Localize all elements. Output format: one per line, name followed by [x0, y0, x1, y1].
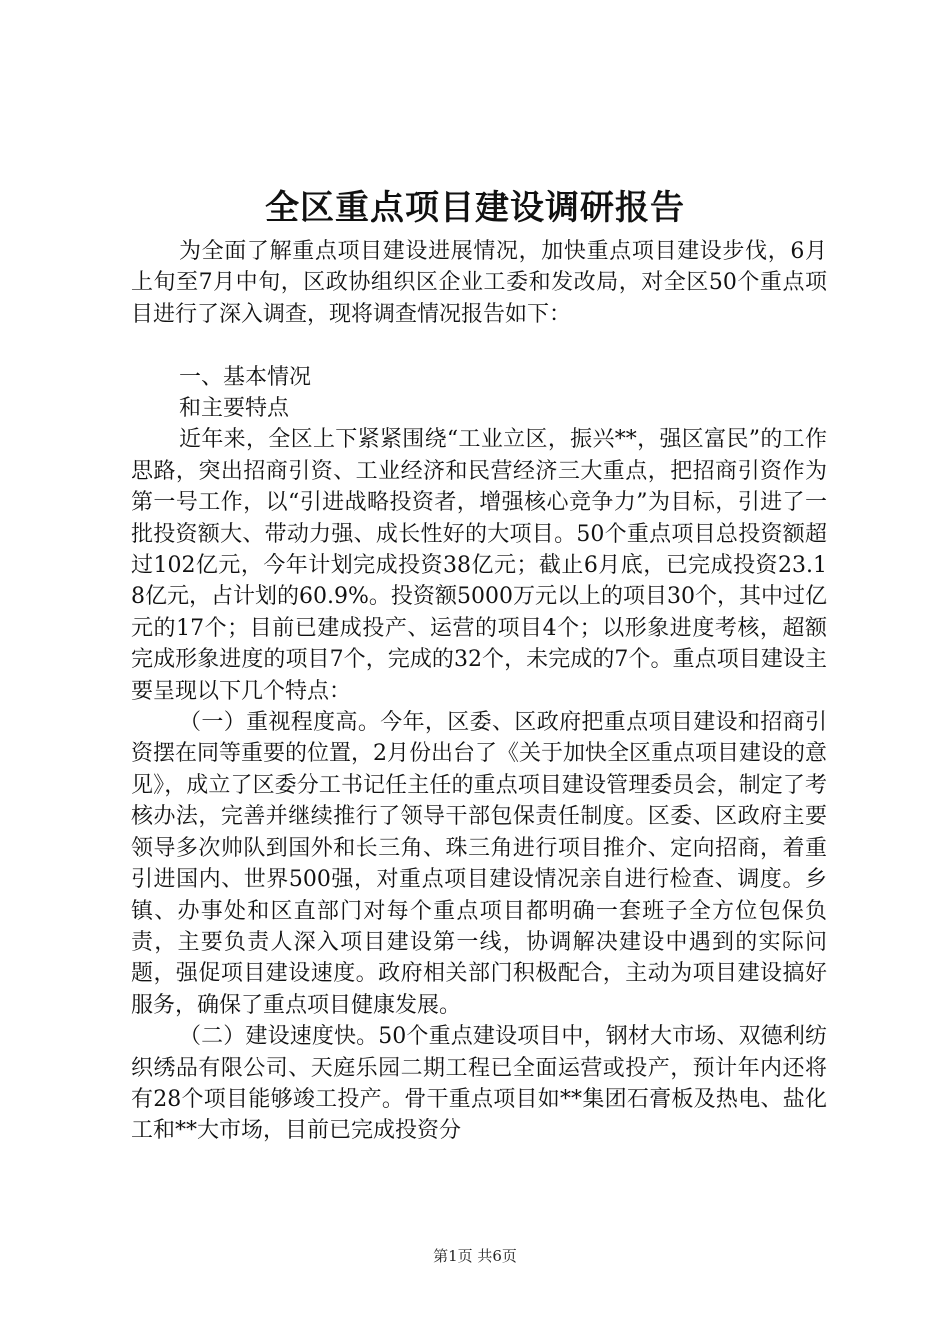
document-title: 全区重点项目建设调研报告	[265, 188, 685, 228]
paragraph-spacer	[131, 330, 827, 361]
overview-paragraph: 近年来，全区上下紧紧围绕“工业立区，振兴**，强区富民”的工作思路，突出招商引资、工业经济和民营经济三大重点，把招商引资作为第一号工作，以“引进战略投资者，增强核心竞争力”为目标，引进了一批投资额大、带动力强、成长性好的大项目。50个重点项目总投资额超过102亿元，今年计划完成投资38亿元；截止6月底，已完成投资23.18亿元，占计划的60.9%。投资额5000万元以上的项目30个，其中过亿元的17个；目前已建成投产、运营的项目4个；以形象进度考核，超额完成形象进度的项目7个，完成的32个，未完成的7个。重点项目建设主要呈现以下几个特点：	[131, 427, 827, 704]
page-footer: 第1页 共6页	[433, 1247, 517, 1265]
intro-paragraph: 为全面了解重点项目建设进展情况，加快重点项目建设步伐，6月上旬至7月中旬，区政协组织区企业工委和发改局，对全区50个重点项目进行了深入调查，现将调查情况报告如下：	[131, 239, 827, 327]
point-1-paragraph: （一）重视程度高。今年，区委、区政府把重点项目建设和招商引资摆在同等重要的位置，2月份出台了《关于加快全区重点项目建设的意见》，成立了区委分工书记任主任的重点项目建设管理委员会，制定了考核办法，完善并继续推行了领导干部包保责任制度。区委、区政府主要领导多次帅队到国外和长三角、珠三角进行项目推介、定向招商，着重引进国内、世界500强，对重点项目建设情况亲自进行检查、调度。乡镇、办事处和区直部门对每个重点项目都明确一套班子全方位包保负责，主要负责人深入项目建设第一线，协调解决建设中遇到的实际问题，强促项目建设速度。政府相关部门积极配合，主动为项目建设搞好服务，确保了重点项目健康发展。	[131, 710, 827, 1018]
section-heading-line-1: 一、基本情况	[179, 364, 312, 390]
document-body	[131, 236, 827, 1147]
point-2-paragraph: （二）建设速度快。50个重点建设项目中，钢材大市场、双德利纺织绣品有限公司、天庭乐园二期工程已全面运营或投产，预计年内还将有28个项目能够竣工投产。骨干重点项目如**集团石膏板及热电、盐化工和**大市场，目前已完成投资分	[131, 1024, 827, 1144]
section-heading-line-2: 和主要特点	[179, 396, 290, 422]
